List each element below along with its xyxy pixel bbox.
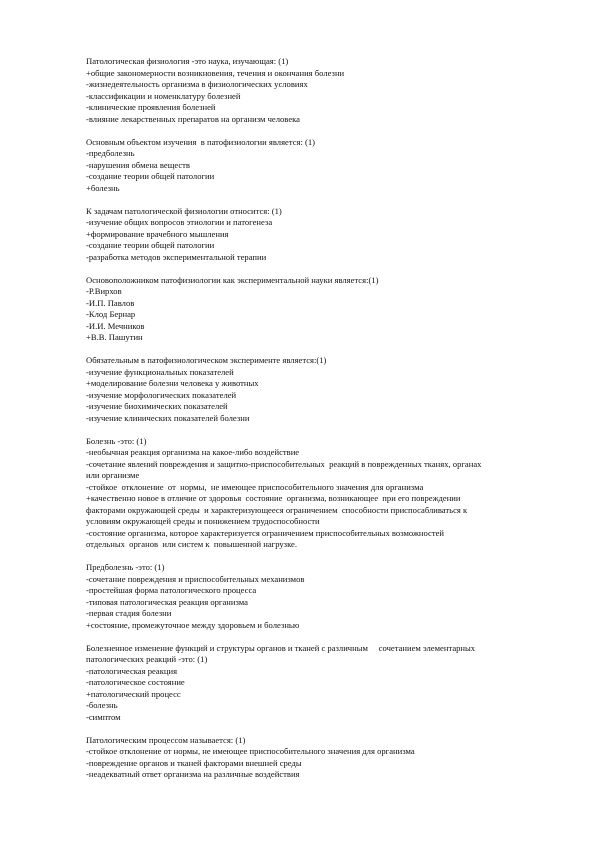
answer-option: -клинические проявления болезней [86,102,216,112]
answer-option: -изучение клинических показателей болезни [86,412,250,423]
answer-option: -простейшая форма патологического процесса [86,585,257,595]
question-text: Предболезнь -это: (1) [86,562,165,572]
answer-option: +общие закономерности возникновения, течения и окончания болезни [86,67,345,78]
question-block [86,562,550,631]
answer-option: -предболезнь [86,148,135,158]
question-block [86,56,550,125]
answer-option: -влияние лекарственных препаратов на организм человека [86,113,300,124]
answer-option: -болезнь [86,700,118,710]
answer-option: -создание теории общей патологии [86,240,215,250]
question-text: Основоположником патофизиологии как экспериментальной науки является:(1) [86,274,379,285]
answer-option: -патологическая реакция [86,665,178,676]
document-page [86,56,550,792]
answer-option: -нарушения обмена веществ [86,159,190,170]
answer-option: -Клод Бернар [86,309,136,319]
answer-option: -изучение общих вопросов этиологии и патогенеза [86,217,273,227]
answer-option: или организме [86,470,140,480]
question-text: Основным объектом изучения в патофизиологии является: (1) [86,136,316,147]
answer-option: -разработка методов экспериментальной терапии [86,251,267,262]
question-text: Болезнь -это: (1) [86,435,147,446]
answer-option: -стойкое отклонение от нормы, не имеющее приспособительного значения для организма [86,746,415,756]
question-block [86,206,550,264]
answer-option: -И.П. Павлов [86,297,135,308]
answer-option: -типовая патологическая реакция организма [86,596,248,607]
answer-option: -патологическое состояние [86,677,185,687]
question-block [86,275,550,344]
answer-option: +формирование врачебного мышления [86,228,229,239]
answer-option: -сочетание повреждения и приспособительных механизмов [86,573,305,584]
answer-option: -стойкое отклонение от нормы, не имеющее приспособительного значения для организма [86,481,424,492]
answer-option: -сочетание явлений повреждения и защитно-приспособительных реакций в поврежденных тканях, органах [86,458,482,469]
question-block [86,436,550,551]
answer-option: -изучение биохимических показателей [86,401,228,411]
answer-option: +В.В. Пашутин [86,332,143,342]
question-block [86,355,550,424]
answer-option: отдельных органов или систем к повышенной нагрузке. [86,539,297,549]
question-text: Обязательным в патофизиологическом эксперименте является:(1) [86,355,327,365]
answer-option: -изучение морфологических показателей [86,389,237,400]
question-block [86,137,550,195]
answer-option: -повреждение органов и тканей факторами внешней среды [86,757,302,768]
answer-option: +болезнь [86,182,120,193]
answer-option: факторами окружающей среды и характеризующееся ограничением способности приспосабливаться к [86,504,468,515]
answer-option: -И.И. Мечников [86,320,145,331]
question-block [86,643,550,724]
question-block [86,735,550,781]
answer-option: -изучение функциональных показателей [86,366,234,377]
answer-option: -жизнедеятельность организма в физиологических условиях [86,79,308,89]
answer-option: -создание теории общей патологии [86,171,215,181]
answer-option: +состояние, промежуточное между здоровьем и болезнью [86,619,300,630]
answer-option: -симптом [86,711,121,722]
question-text: Патологическим процессом называется: (1) [86,734,246,745]
question-text: К задачам патологической физиологии относится: (1) [86,205,282,216]
answer-option: +качественно новое в отличие от здоровья состояние организма, возникающее при его повреждении [86,493,461,503]
answer-option: +патологический процесс [86,688,181,699]
answer-option: +моделирование болезни человека у животных [86,378,259,388]
question-text: патологических реакций -это: (1) [86,654,208,664]
answer-option: -состояние организма, которое характеризуется ограничением приспособительных возможностей [86,527,445,538]
question-text: Патологическая физиология -это наука, изучающая: (1) [86,56,289,66]
answer-option: -неадекватный ответ организма на различные воздействия [86,769,300,779]
answer-option: -Р.Вирхов [86,286,122,296]
question-text: Болезненное изменение функций и структуры органов и тканей с различным сочетанием элементарных [86,642,476,653]
answer-option: условиям окружающей среды и понижением трудоспособности [86,516,320,526]
answer-option: -необычная реакция организма на какое-либо воздействие [86,447,300,457]
answer-option: -первая стадия болезни [86,608,172,618]
answer-option: -классификации и номенклатуру болезней [86,90,241,101]
